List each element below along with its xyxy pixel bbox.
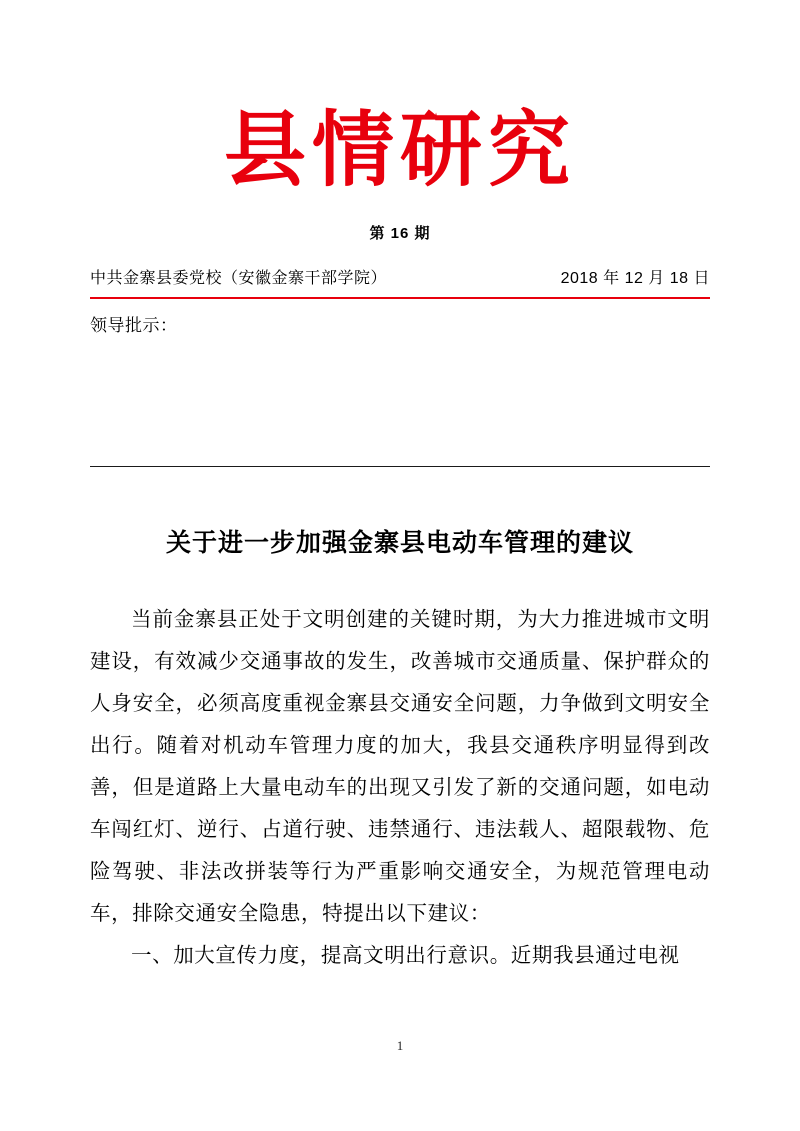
black-divider — [90, 466, 710, 467]
publisher-name: 中共金寨县委党校（安徽金寨干部学院） — [90, 270, 388, 288]
issue-number: 第 16 期 — [369, 225, 431, 243]
masthead-title: 县情研究 — [223, 103, 576, 198]
body-paragraph-2: 一、加大宣传力度，提高文明出行意识。近期我县通过电视 — [131, 945, 680, 968]
approval-blank-area — [90, 336, 710, 466]
publication-date: 2018 年 12 月 18 日 — [560, 270, 710, 288]
imprint-row — [90, 265, 710, 288]
document-body — [90, 599, 710, 977]
body-paragraph-1: 当前金寨县正处于文明创建的关键时期，为大力推进城市文明建设，有效减少交通事故的发生，改善城市交通质量、保护群众的人身安全，必须高度重视金寨县交通安全问题，力争做到文明安全出行。随着对机动车管理力度的加大，我县交通秩序明显得到改善，但是道路上大量电动车的出现又引发了新的交通问题，如电动车闯红灯、逆行、占道行驶、违禁通行、违法载人、超限载物、危险驾驶、非法改拼装等行为严重影响交通安全，为规范管理电动车，排除交通安全隐患，特提出以下建议： — [90, 609, 710, 926]
page-content — [90, 0, 710, 1131]
document-title: 关于进一步加强金寨县电动车管理的建议 — [165, 528, 634, 558]
red-divider — [90, 297, 710, 299]
page-number: 1 — [396, 1038, 404, 1053]
approval-label: 领导批示： — [90, 316, 178, 336]
